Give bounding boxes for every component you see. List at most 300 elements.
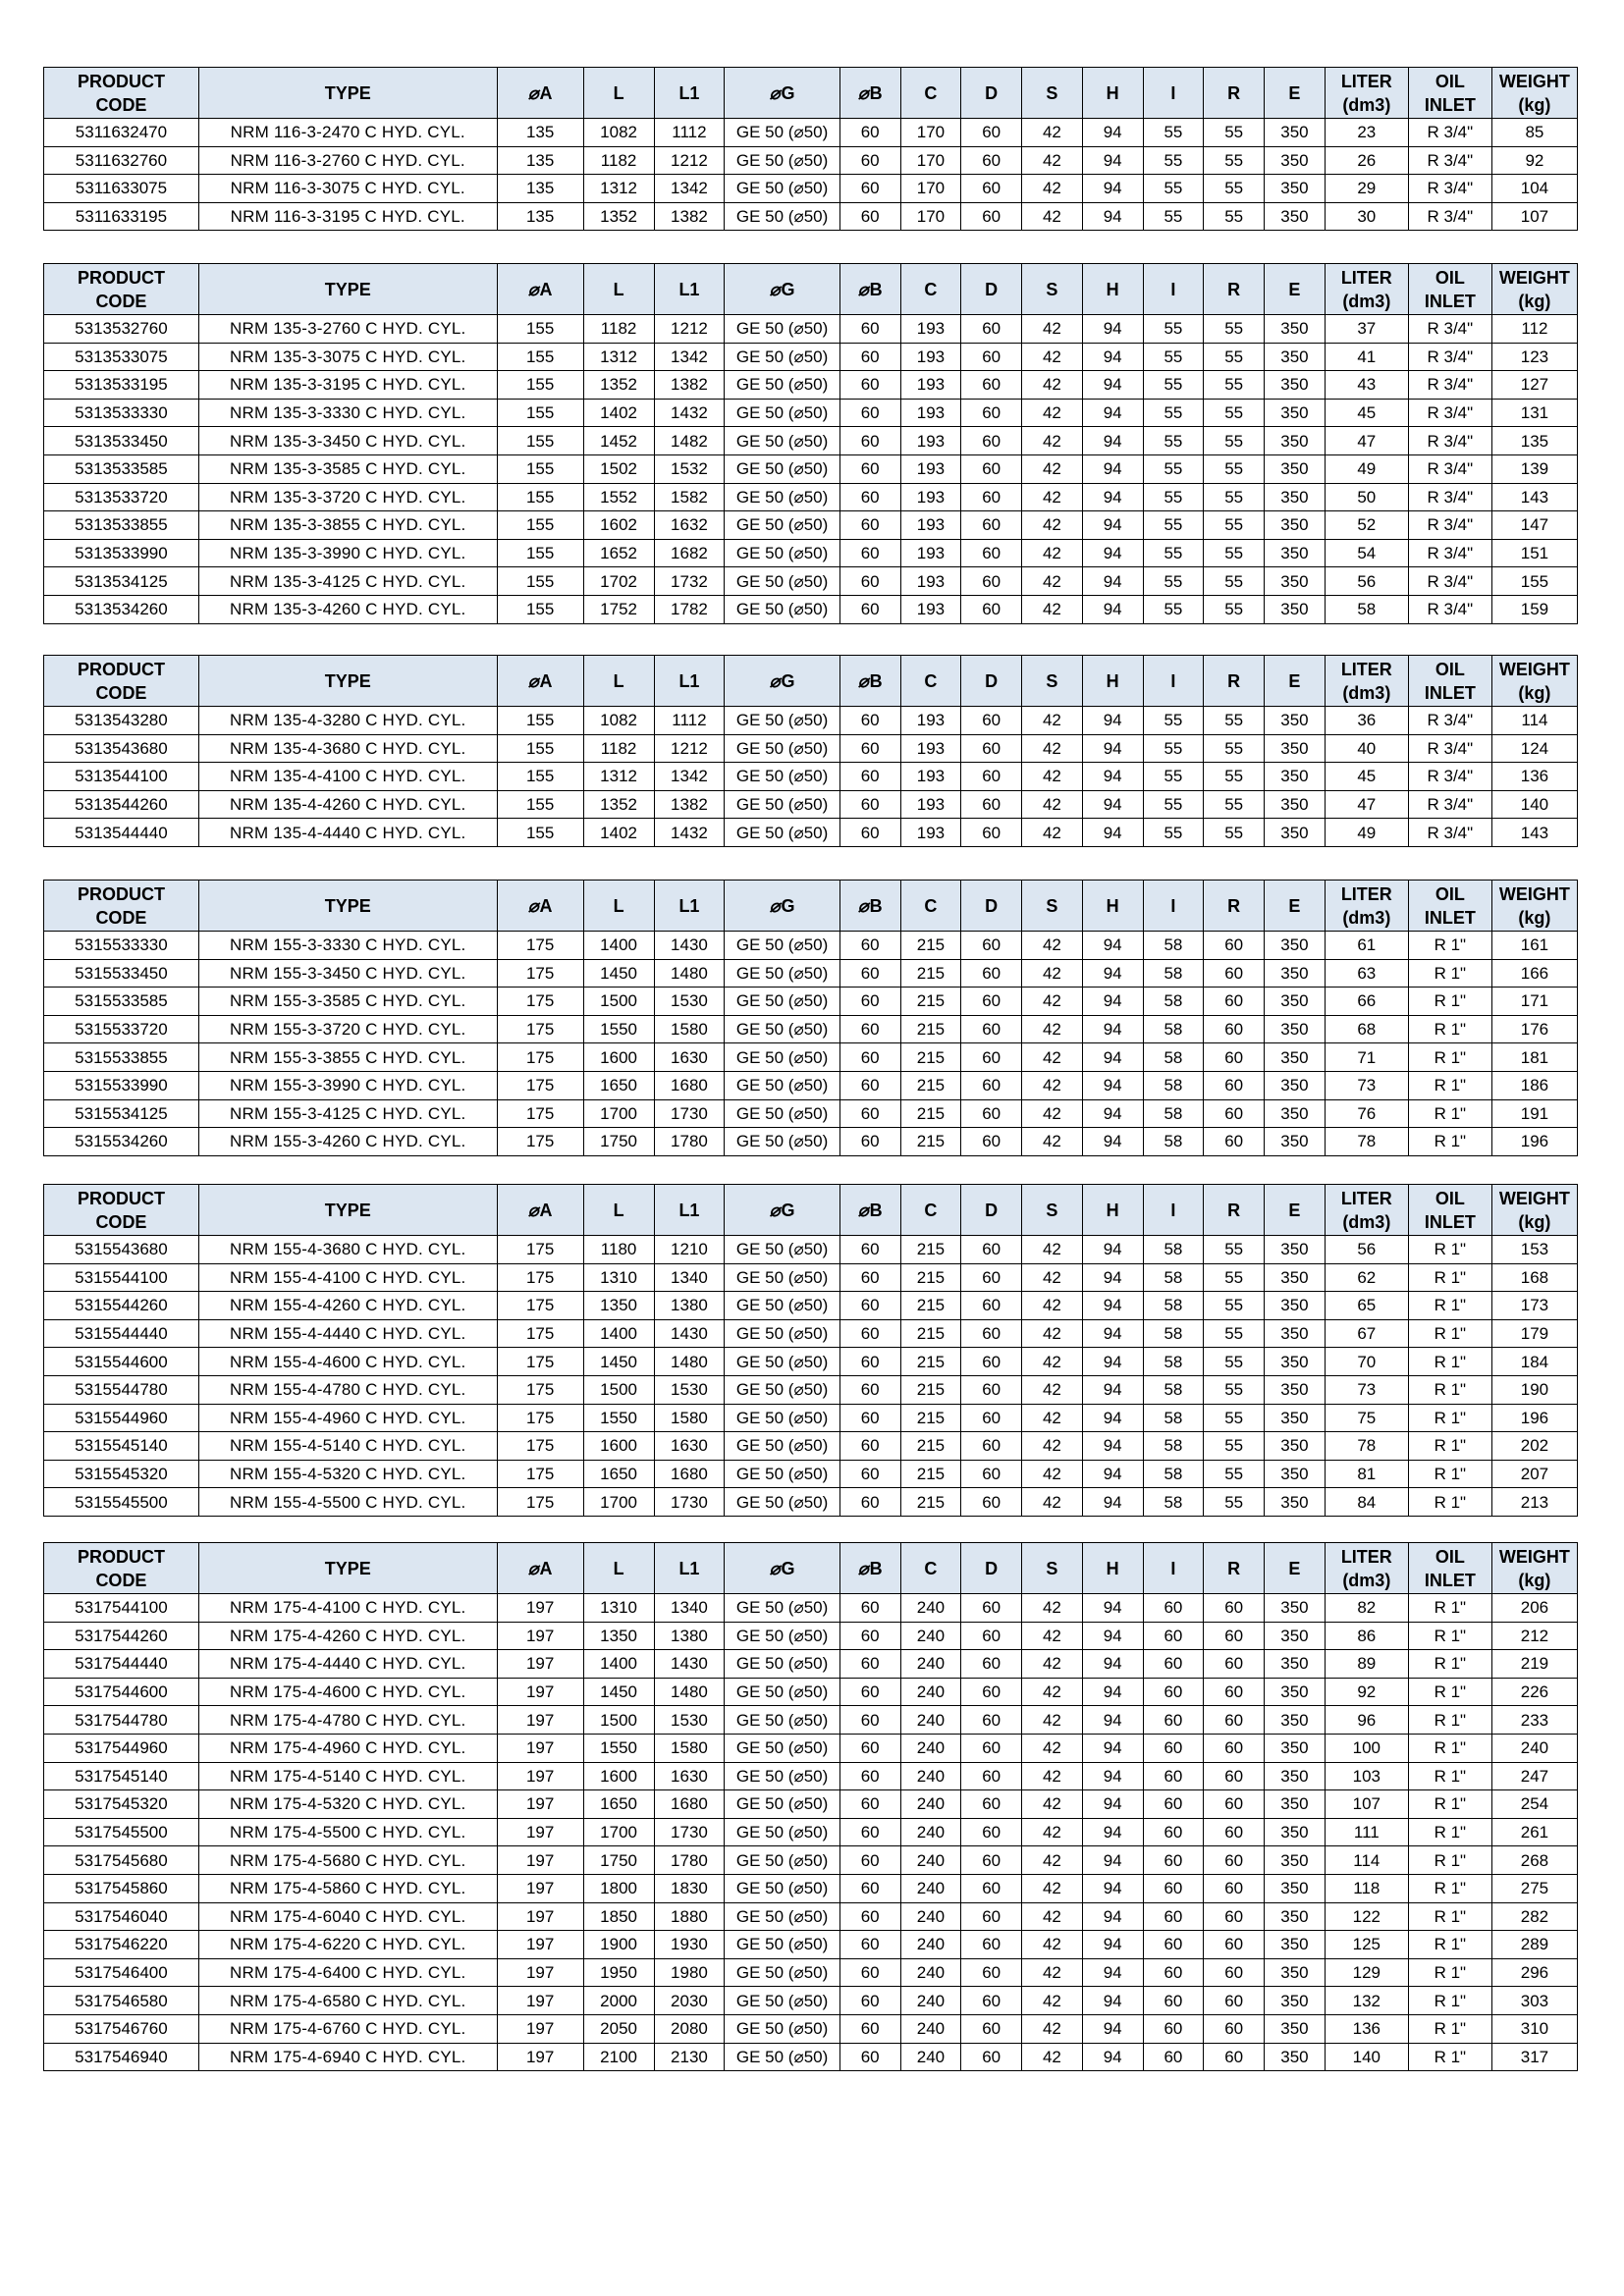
cell-oil-inlet: R 1" xyxy=(1408,1902,1491,1931)
header-text: LITER xyxy=(1340,883,1392,904)
cell-diameter-a: 197 xyxy=(497,2014,583,2043)
cell-liter: 96 xyxy=(1325,1706,1408,1735)
cell-product-code: 5313533450 xyxy=(44,427,199,455)
cell-product-code: 5315543680 xyxy=(44,1236,199,1264)
cell-r: 55 xyxy=(1204,567,1265,596)
header-text: A xyxy=(539,1558,553,1578)
cell-r: 55 xyxy=(1204,371,1265,400)
cell-r: 55 xyxy=(1204,343,1265,371)
cell-d: 60 xyxy=(961,988,1022,1016)
cell-oil-inlet: R 3/4" xyxy=(1408,707,1491,735)
cell-type: NRM 135-3-3195 C HYD. CYL. xyxy=(198,371,497,400)
col-header-product-code xyxy=(44,1543,199,1594)
col-header-d xyxy=(961,68,1022,119)
header-text: H xyxy=(1106,279,1119,299)
cell-i: 58 xyxy=(1143,932,1204,960)
cell-diameter-a: 155 xyxy=(497,315,583,344)
cell-c: 215 xyxy=(900,1404,961,1432)
cell-s: 42 xyxy=(1022,932,1083,960)
header-text: R xyxy=(1227,279,1241,299)
cell-liter: 78 xyxy=(1325,1432,1408,1461)
cell-oil-inlet: R 1" xyxy=(1408,1404,1491,1432)
cell-diameter-b: 60 xyxy=(839,988,900,1016)
cell-l1: 1480 xyxy=(654,1678,725,1706)
cell-diameter-g: GE 50 (⌀50) xyxy=(725,1762,839,1790)
cell-diameter-g: GE 50 (⌀50) xyxy=(725,1706,839,1735)
cell-h: 94 xyxy=(1082,567,1143,596)
cell-product-code: 5313534260 xyxy=(44,595,199,623)
cell-l1: 1480 xyxy=(654,1348,725,1376)
cell-l1: 1580 xyxy=(654,1734,725,1762)
col-header-diameter-a xyxy=(497,881,583,932)
col-header-d xyxy=(961,264,1022,315)
col-header-e xyxy=(1265,1543,1326,1594)
col-header-s xyxy=(1022,68,1083,119)
cell-i: 55 xyxy=(1143,734,1204,763)
cell-diameter-b: 60 xyxy=(839,707,900,735)
cell-product-code: 5315544440 xyxy=(44,1319,199,1348)
cell-l1: 1342 xyxy=(654,763,725,791)
cell-product-code: 5317545320 xyxy=(44,1790,199,1819)
cell-l1: 1380 xyxy=(654,1622,725,1650)
cell-h: 94 xyxy=(1082,2014,1143,2043)
header-text: WEIGHT xyxy=(1498,1546,1570,1567)
cell-product-code: 5317545140 xyxy=(44,1762,199,1790)
col-header-product-code xyxy=(44,68,199,119)
col-header-diameter-g xyxy=(725,68,839,119)
cell-l1: 1212 xyxy=(654,734,725,763)
cell-liter: 62 xyxy=(1325,1263,1408,1292)
cell-diameter-a: 175 xyxy=(497,1236,583,1264)
cell-type: NRM 155-4-5320 C HYD. CYL. xyxy=(198,1460,497,1488)
cell-s: 42 xyxy=(1022,1319,1083,1348)
table-body xyxy=(44,707,1578,847)
cell-diameter-b: 60 xyxy=(839,763,900,791)
cell-weight: 268 xyxy=(1491,1846,1577,1875)
cell-d: 60 xyxy=(961,1432,1022,1461)
cell-diameter-a: 197 xyxy=(497,1902,583,1931)
cell-diameter-a: 175 xyxy=(497,1263,583,1292)
cell-l: 1700 xyxy=(583,1488,654,1517)
cell-diameter-b: 60 xyxy=(839,202,900,231)
cell-product-code: 5317545500 xyxy=(44,1818,199,1846)
header-text: CODE xyxy=(95,907,147,928)
header-text: PRODUCT xyxy=(77,1188,165,1208)
cell-l: 1650 xyxy=(583,1071,654,1099)
cell-weight: 240 xyxy=(1491,1734,1577,1762)
header-text: D xyxy=(985,279,999,299)
header-text: WEIGHT xyxy=(1498,883,1570,904)
cell-d: 60 xyxy=(961,399,1022,427)
cell-type: NRM 175-4-4960 C HYD. CYL. xyxy=(198,1734,497,1762)
cell-l: 1350 xyxy=(583,1292,654,1320)
table-row xyxy=(44,1706,1578,1735)
cell-diameter-a: 197 xyxy=(497,1790,583,1819)
cell-l1: 1430 xyxy=(654,932,725,960)
cell-h: 94 xyxy=(1082,1292,1143,1320)
cell-oil-inlet: R 1" xyxy=(1408,1319,1491,1348)
cell-h: 94 xyxy=(1082,454,1143,483)
cell-type: NRM 175-4-4780 C HYD. CYL. xyxy=(198,1706,497,1735)
cell-product-code: 5317545680 xyxy=(44,1846,199,1875)
cell-liter: 73 xyxy=(1325,1071,1408,1099)
cell-l1: 1880 xyxy=(654,1902,725,1931)
cell-i: 55 xyxy=(1143,763,1204,791)
cell-l: 1450 xyxy=(583,1348,654,1376)
header-text: D xyxy=(985,895,999,916)
cell-d: 60 xyxy=(961,790,1022,819)
cell-l1: 1432 xyxy=(654,819,725,847)
cell-r: 60 xyxy=(1204,1099,1265,1128)
cell-d: 60 xyxy=(961,1706,1022,1735)
cell-liter: 71 xyxy=(1325,1043,1408,1072)
cell-liter: 78 xyxy=(1325,1128,1408,1156)
cell-oil-inlet: R 1" xyxy=(1408,2043,1491,2071)
table-row xyxy=(44,315,1578,344)
cell-e: 350 xyxy=(1265,1734,1326,1762)
cell-type: NRM 155-4-4260 C HYD. CYL. xyxy=(198,1292,497,1320)
cell-oil-inlet: R 3/4" xyxy=(1408,511,1491,540)
col-header-product-code xyxy=(44,656,199,707)
header-text: (dm3) xyxy=(1342,682,1391,703)
cell-oil-inlet: R 3/4" xyxy=(1408,595,1491,623)
cell-l1: 1382 xyxy=(654,790,725,819)
spec-table xyxy=(43,1184,1578,1517)
cell-product-code: 5313543280 xyxy=(44,707,199,735)
header-text: C xyxy=(924,670,938,691)
cell-liter: 92 xyxy=(1325,1678,1408,1706)
cell-l1: 1682 xyxy=(654,539,725,567)
cell-weight: 140 xyxy=(1491,790,1577,819)
cell-product-code: 5311632470 xyxy=(44,119,199,147)
header-text: I xyxy=(1170,1200,1176,1220)
col-header-l1 xyxy=(654,1543,725,1594)
cell-i: 55 xyxy=(1143,399,1204,427)
cell-h: 94 xyxy=(1082,595,1143,623)
header-text: (dm3) xyxy=(1342,94,1391,115)
cell-weight: 219 xyxy=(1491,1650,1577,1679)
table-row xyxy=(44,1292,1578,1320)
cell-l1: 1780 xyxy=(654,1846,725,1875)
cell-d: 60 xyxy=(961,315,1022,344)
cell-diameter-g: GE 50 (⌀50) xyxy=(725,343,839,371)
cell-l: 1550 xyxy=(583,1404,654,1432)
cell-diameter-a: 155 xyxy=(497,483,583,511)
header-text: R xyxy=(1227,670,1241,691)
cell-i: 55 xyxy=(1143,595,1204,623)
cell-c: 193 xyxy=(900,790,961,819)
cell-e: 350 xyxy=(1265,399,1326,427)
cell-s: 42 xyxy=(1022,1263,1083,1292)
cell-r: 60 xyxy=(1204,1622,1265,1650)
cell-d: 60 xyxy=(961,343,1022,371)
cell-weight: 153 xyxy=(1491,1236,1577,1264)
cell-d: 60 xyxy=(961,1128,1022,1156)
cell-diameter-g: GE 50 (⌀50) xyxy=(725,1622,839,1650)
cell-diameter-g: GE 50 (⌀50) xyxy=(725,371,839,400)
table-row xyxy=(44,175,1578,203)
cell-s: 42 xyxy=(1022,1706,1083,1735)
cell-s: 42 xyxy=(1022,1404,1083,1432)
cell-oil-inlet: R 3/4" xyxy=(1408,483,1491,511)
cell-oil-inlet: R 1" xyxy=(1408,1594,1491,1623)
cell-l: 1702 xyxy=(583,567,654,596)
cell-i: 60 xyxy=(1143,1706,1204,1735)
header-text: B xyxy=(869,670,883,691)
cell-e: 350 xyxy=(1265,1460,1326,1488)
header-text: D xyxy=(985,1200,999,1220)
cell-type: NRM 175-4-5500 C HYD. CYL. xyxy=(198,1818,497,1846)
cell-r: 60 xyxy=(1204,988,1265,1016)
table-body xyxy=(44,1236,1578,1517)
col-header-r xyxy=(1204,656,1265,707)
col-header-weight xyxy=(1491,1185,1577,1236)
cell-product-code: 5317546040 xyxy=(44,1902,199,1931)
cell-d: 60 xyxy=(961,1650,1022,1679)
cell-diameter-b: 60 xyxy=(839,1846,900,1875)
table-row xyxy=(44,1236,1578,1264)
cell-h: 94 xyxy=(1082,1902,1143,1931)
header-row xyxy=(44,1185,1578,1236)
cell-diameter-g: GE 50 (⌀50) xyxy=(725,1043,839,1072)
header-text: C xyxy=(924,82,938,103)
cell-c: 215 xyxy=(900,1263,961,1292)
cell-liter: 118 xyxy=(1325,1874,1408,1902)
cell-weight: 171 xyxy=(1491,988,1577,1016)
cell-liter: 132 xyxy=(1325,1987,1408,2015)
cell-diameter-g: GE 50 (⌀50) xyxy=(725,959,839,988)
cell-s: 42 xyxy=(1022,1043,1083,1072)
cell-l: 1352 xyxy=(583,371,654,400)
cell-s: 42 xyxy=(1022,146,1083,175)
cell-l: 1082 xyxy=(583,119,654,147)
cell-s: 42 xyxy=(1022,202,1083,231)
cell-diameter-g: GE 50 (⌀50) xyxy=(725,483,839,511)
cell-oil-inlet: R 3/4" xyxy=(1408,539,1491,567)
header-text: TYPE xyxy=(324,279,371,299)
cell-c: 170 xyxy=(900,202,961,231)
cell-l1: 1680 xyxy=(654,1460,725,1488)
cell-h: 94 xyxy=(1082,1874,1143,1902)
cell-liter: 82 xyxy=(1325,1594,1408,1623)
cell-i: 55 xyxy=(1143,202,1204,231)
cell-e: 350 xyxy=(1265,1319,1326,1348)
cell-type: NRM 155-3-4125 C HYD. CYL. xyxy=(198,1099,497,1128)
cell-liter: 114 xyxy=(1325,1846,1408,1875)
header-text: L1 xyxy=(678,1558,700,1578)
header-text: S xyxy=(1046,279,1058,299)
cell-c: 215 xyxy=(900,1460,961,1488)
cell-r: 60 xyxy=(1204,1958,1265,1987)
cell-c: 215 xyxy=(900,1292,961,1320)
cell-weight: 186 xyxy=(1491,1071,1577,1099)
header-text: C xyxy=(924,1558,938,1578)
cell-type: NRM 116-3-2470 C HYD. CYL. xyxy=(198,119,497,147)
cell-s: 42 xyxy=(1022,175,1083,203)
cell-diameter-a: 197 xyxy=(497,1818,583,1846)
cell-c: 240 xyxy=(900,1734,961,1762)
cell-l: 1700 xyxy=(583,1099,654,1128)
cell-type: NRM 155-3-3990 C HYD. CYL. xyxy=(198,1071,497,1099)
cell-weight: 190 xyxy=(1491,1375,1577,1404)
header-text: PRODUCT xyxy=(77,883,165,904)
cell-r: 60 xyxy=(1204,1762,1265,1790)
cell-d: 60 xyxy=(961,1236,1022,1264)
cell-r: 55 xyxy=(1204,1292,1265,1320)
cell-h: 94 xyxy=(1082,932,1143,960)
cell-l: 2100 xyxy=(583,2043,654,2071)
cell-s: 42 xyxy=(1022,1071,1083,1099)
header-text: OIL xyxy=(1435,1546,1465,1567)
cell-c: 215 xyxy=(900,1128,961,1156)
cell-diameter-g: GE 50 (⌀50) xyxy=(725,539,839,567)
cell-diameter-a: 175 xyxy=(497,1099,583,1128)
cell-s: 42 xyxy=(1022,1128,1083,1156)
cell-d: 60 xyxy=(961,119,1022,147)
cell-l: 1652 xyxy=(583,539,654,567)
col-header-l xyxy=(583,656,654,707)
cell-type: NRM 175-4-5320 C HYD. CYL. xyxy=(198,1790,497,1819)
cell-product-code: 5313544440 xyxy=(44,819,199,847)
cell-h: 94 xyxy=(1082,175,1143,203)
cell-l1: 1430 xyxy=(654,1650,725,1679)
cell-weight: 112 xyxy=(1491,315,1577,344)
table-body xyxy=(44,119,1578,231)
header-text: H xyxy=(1106,670,1119,691)
cell-diameter-g: GE 50 (⌀50) xyxy=(725,399,839,427)
table-row xyxy=(44,119,1578,147)
cell-product-code: 5313543680 xyxy=(44,734,199,763)
cell-diameter-a: 155 xyxy=(497,454,583,483)
table-row xyxy=(44,399,1578,427)
cell-product-code: 5317546220 xyxy=(44,1931,199,1959)
header-text: S xyxy=(1046,670,1058,691)
cell-d: 60 xyxy=(961,1846,1022,1875)
cell-l: 1400 xyxy=(583,1650,654,1679)
cell-l: 1600 xyxy=(583,1762,654,1790)
header-text: S xyxy=(1046,1200,1058,1220)
cell-d: 60 xyxy=(961,1043,1022,1072)
cell-product-code: 5313534125 xyxy=(44,567,199,596)
cell-s: 42 xyxy=(1022,1292,1083,1320)
table-row xyxy=(44,1015,1578,1043)
cell-d: 60 xyxy=(961,1071,1022,1099)
cell-diameter-b: 60 xyxy=(839,454,900,483)
cell-diameter-g: GE 50 (⌀50) xyxy=(725,932,839,960)
cell-type: NRM 155-4-4960 C HYD. CYL. xyxy=(198,1404,497,1432)
cell-oil-inlet: R 1" xyxy=(1408,1818,1491,1846)
table-row xyxy=(44,1488,1578,1517)
header-text: L1 xyxy=(678,82,700,103)
cell-h: 94 xyxy=(1082,539,1143,567)
table-row xyxy=(44,1958,1578,1987)
header-row xyxy=(44,264,1578,315)
cell-r: 60 xyxy=(1204,2014,1265,2043)
cell-l: 1402 xyxy=(583,819,654,847)
cell-liter: 54 xyxy=(1325,539,1408,567)
cell-l: 1402 xyxy=(583,399,654,427)
cell-type: NRM 135-4-4100 C HYD. CYL. xyxy=(198,763,497,791)
cell-r: 60 xyxy=(1204,1818,1265,1846)
cell-liter: 65 xyxy=(1325,1292,1408,1320)
header-text: I xyxy=(1170,895,1176,916)
cell-r: 60 xyxy=(1204,1734,1265,1762)
header-text: L xyxy=(613,670,624,691)
cell-diameter-b: 60 xyxy=(839,1931,900,1959)
cell-diameter-g: GE 50 (⌀50) xyxy=(725,1650,839,1679)
col-header-diameter-g xyxy=(725,881,839,932)
col-header-l1 xyxy=(654,1185,725,1236)
cell-i: 60 xyxy=(1143,2014,1204,2043)
cell-liter: 47 xyxy=(1325,790,1408,819)
header-text: TYPE xyxy=(324,82,371,103)
header-text: A xyxy=(539,895,553,916)
cell-r: 55 xyxy=(1204,427,1265,455)
table-body xyxy=(44,315,1578,624)
cell-oil-inlet: R 3/4" xyxy=(1408,763,1491,791)
cell-diameter-a: 197 xyxy=(497,1874,583,1902)
cell-e: 350 xyxy=(1265,1931,1326,1959)
cell-s: 42 xyxy=(1022,2043,1083,2071)
cell-weight: 107 xyxy=(1491,202,1577,231)
col-header-product-code xyxy=(44,1185,199,1236)
cell-liter: 84 xyxy=(1325,1488,1408,1517)
cell-r: 60 xyxy=(1204,1706,1265,1735)
cell-weight: 85 xyxy=(1491,119,1577,147)
cell-product-code: 5313544100 xyxy=(44,763,199,791)
cell-d: 60 xyxy=(961,539,1022,567)
cell-type: NRM 175-4-4260 C HYD. CYL. xyxy=(198,1622,497,1650)
header-text: PRODUCT xyxy=(77,71,165,91)
cell-i: 58 xyxy=(1143,959,1204,988)
spec-table xyxy=(43,1542,1578,2071)
table-row xyxy=(44,483,1578,511)
col-header-diameter-g xyxy=(725,1185,839,1236)
cell-type: NRM 155-3-3450 C HYD. CYL. xyxy=(198,959,497,988)
table-row xyxy=(44,1263,1578,1292)
cell-type: NRM 135-4-4440 C HYD. CYL. xyxy=(198,819,497,847)
cell-c: 193 xyxy=(900,734,961,763)
col-header-h xyxy=(1082,1185,1143,1236)
cell-r: 55 xyxy=(1204,1460,1265,1488)
cell-i: 58 xyxy=(1143,1404,1204,1432)
cell-weight: 179 xyxy=(1491,1319,1577,1348)
col-header-c xyxy=(900,1185,961,1236)
cell-r: 60 xyxy=(1204,1015,1265,1043)
header-text: R xyxy=(1227,895,1241,916)
cell-diameter-b: 60 xyxy=(839,1622,900,1650)
col-header-liter xyxy=(1325,1543,1408,1594)
cell-e: 350 xyxy=(1265,1015,1326,1043)
cell-product-code: 5313533195 xyxy=(44,371,199,400)
cell-product-code: 5315533330 xyxy=(44,932,199,960)
cell-weight: 213 xyxy=(1491,1488,1577,1517)
cell-i: 58 xyxy=(1143,1348,1204,1376)
cell-diameter-a: 197 xyxy=(497,1931,583,1959)
cell-type: NRM 135-3-4260 C HYD. CYL. xyxy=(198,595,497,623)
header-text: WEIGHT xyxy=(1498,659,1570,679)
cell-l: 1850 xyxy=(583,1902,654,1931)
diameter-symbol: ⌀ xyxy=(527,670,539,691)
cell-i: 60 xyxy=(1143,1790,1204,1819)
cell-weight: 261 xyxy=(1491,1818,1577,1846)
cell-h: 94 xyxy=(1082,1987,1143,2015)
cell-l1: 1730 xyxy=(654,1818,725,1846)
cell-type: NRM 175-4-5860 C HYD. CYL. xyxy=(198,1874,497,1902)
cell-h: 94 xyxy=(1082,1348,1143,1376)
cell-e: 350 xyxy=(1265,427,1326,455)
col-header-s xyxy=(1022,656,1083,707)
